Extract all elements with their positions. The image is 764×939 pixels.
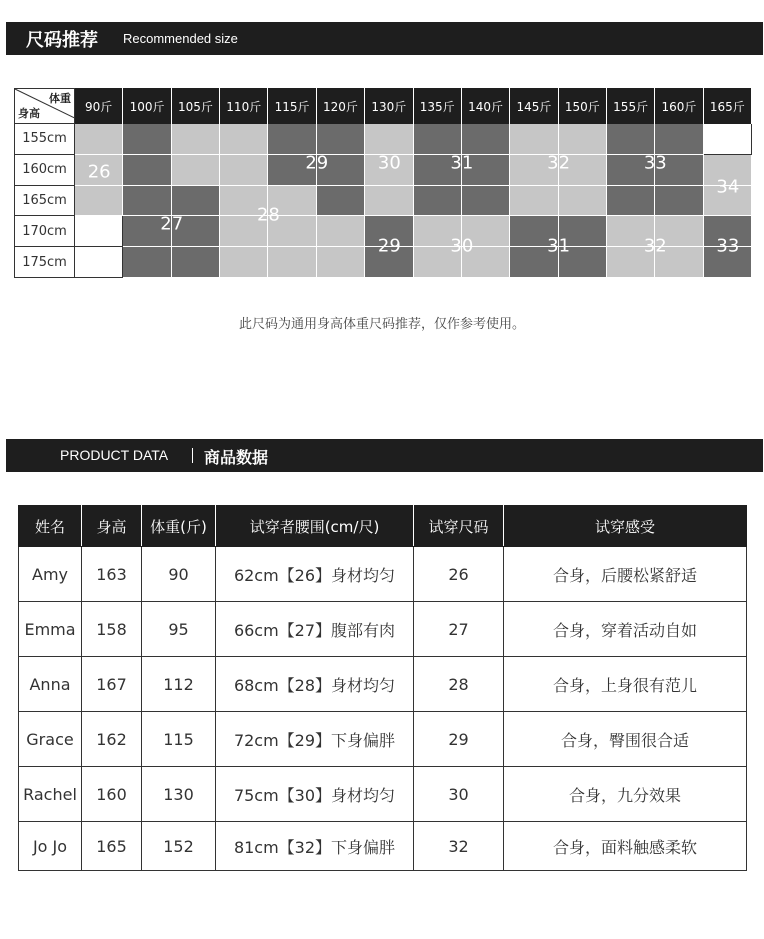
weight-header: 150斤 <box>559 88 607 124</box>
size-cell: 28 <box>414 657 504 712</box>
weight-cell: 90 <box>142 547 216 602</box>
feedback-cell: 合身，穿着活动自如 <box>504 602 747 657</box>
height-label: 170cm <box>14 216 75 247</box>
name-cell: Grace <box>19 712 82 767</box>
section-title-cn: 尺码推荐 <box>26 30 98 51</box>
weight-header: 135斤 <box>414 88 462 124</box>
size-cell <box>75 247 123 278</box>
size-cell <box>462 186 510 217</box>
size-number-label: 32 <box>547 152 571 173</box>
section-title-en: PRODUCT DATA <box>60 447 169 463</box>
weight-header: 160斤 <box>655 88 703 124</box>
size-cell <box>75 124 123 155</box>
section-title-cn: 商品数据 <box>204 448 269 467</box>
recommended-size-header-bar <box>6 22 763 55</box>
size-cell: 27 <box>414 602 504 657</box>
size-cell <box>365 186 413 217</box>
feedback-cell: 合身，臀围很合适 <box>504 712 747 767</box>
size-cell <box>317 216 365 247</box>
table-row <box>19 547 747 602</box>
size-cell <box>510 186 558 217</box>
waist-cell: 62cm【26】身材均匀 <box>216 547 414 602</box>
size-cell <box>365 124 413 155</box>
size-recommendation-chart <box>14 88 752 278</box>
height-label: 155cm <box>14 124 75 155</box>
size-cell <box>172 124 220 155</box>
size-cell <box>123 247 171 278</box>
table-row <box>19 822 747 871</box>
size-number-label: 26 <box>87 161 111 183</box>
size-number-label: 28 <box>256 204 280 226</box>
name-cell: Rachel <box>19 767 82 822</box>
feedback-cell: 合身，后腰松紧舒适 <box>504 547 747 602</box>
column-header: 姓名 <box>19 506 82 547</box>
size-cell <box>317 124 365 155</box>
size-chart-note: 此尺码为通用身高体重尺码推荐，仅作参考使用。 <box>238 317 525 332</box>
size-cell <box>559 124 607 155</box>
weight-header: 100斤 <box>123 88 171 124</box>
weight-cell: 152 <box>142 822 216 871</box>
waist-cell: 81cm【32】下身偏胖 <box>216 822 414 871</box>
size-cell <box>559 186 607 217</box>
feedback-cell: 合身，九分效果 <box>504 767 747 822</box>
size-cell <box>75 186 123 217</box>
height-cell: 167 <box>82 657 142 712</box>
size-cell <box>123 155 171 186</box>
height-label: 175cm <box>14 247 75 278</box>
height-cell: 165 <box>82 822 142 871</box>
column-header: 试穿感受 <box>504 506 747 547</box>
size-cell <box>655 124 703 155</box>
waist-cell: 68cm【28】身材均匀 <box>216 657 414 712</box>
weight-cell: 95 <box>142 602 216 657</box>
height-cell: 160 <box>82 767 142 822</box>
size-number-label: 32 <box>643 235 667 257</box>
size-cell <box>172 247 220 278</box>
waist-cell: 72cm【29】下身偏胖 <box>216 712 414 767</box>
size-cell <box>75 216 123 247</box>
waist-cell: 75cm【30】身材均匀 <box>216 767 414 822</box>
size-cell <box>172 186 220 217</box>
weight-header: 140斤 <box>462 88 510 124</box>
size-cell <box>123 124 171 155</box>
size-number-label: 33 <box>643 152 667 173</box>
size-number-label: 34 <box>716 176 740 198</box>
title-separator <box>192 448 193 463</box>
size-cell <box>268 247 316 278</box>
name-cell: Emma <box>19 602 82 657</box>
size-cell: 30 <box>414 767 504 822</box>
table-row <box>19 657 747 712</box>
weight-header: 115斤 <box>268 88 316 124</box>
weight-header: 155斤 <box>607 88 655 124</box>
size-cell <box>704 124 752 155</box>
size-cell <box>655 186 703 217</box>
size-number-label: 30 <box>377 152 401 173</box>
size-number-label: 33 <box>716 235 740 257</box>
column-header: 试穿尺码 <box>414 506 504 547</box>
size-cell <box>414 186 462 217</box>
corner-height-label: 身高 <box>18 107 40 120</box>
product-data-header-bar <box>6 439 763 472</box>
weight-header: 120斤 <box>317 88 365 124</box>
weight-header: 145斤 <box>510 88 558 124</box>
size-cell <box>268 124 316 155</box>
size-cell <box>123 186 171 217</box>
height-label: 165cm <box>14 186 75 217</box>
weight-header: 105斤 <box>172 88 220 124</box>
feedback-cell: 合身，面料触感柔软 <box>504 822 747 871</box>
size-cell <box>220 124 268 155</box>
weight-cell: 130 <box>142 767 216 822</box>
size-cell <box>414 124 462 155</box>
size-number-label: 30 <box>450 235 474 257</box>
size-cell <box>317 247 365 278</box>
weight-header: 165斤 <box>704 88 752 124</box>
corner-weight-label: 体重 <box>49 92 71 105</box>
size-cell <box>220 247 268 278</box>
weight-cell: 115 <box>142 712 216 767</box>
product-data-table <box>18 505 747 871</box>
table-row <box>19 712 747 767</box>
table-row <box>19 602 747 657</box>
height-cell: 163 <box>82 547 142 602</box>
weight-cell: 112 <box>142 657 216 712</box>
size-cell: 29 <box>414 712 504 767</box>
size-cell <box>462 124 510 155</box>
size-cell <box>172 155 220 186</box>
column-header: 试穿者腰围(cm/尺) <box>216 506 414 547</box>
size-cell <box>607 186 655 217</box>
height-cell: 158 <box>82 602 142 657</box>
waist-cell: 66cm【27】腹部有肉 <box>216 602 414 657</box>
column-header: 身高 <box>82 506 142 547</box>
weight-header: 90斤 <box>75 88 123 124</box>
size-cell <box>317 186 365 217</box>
height-label: 160cm <box>14 155 75 186</box>
size-cell: 26 <box>414 547 504 602</box>
size-number-label: 27 <box>160 213 184 235</box>
size-cell <box>220 155 268 186</box>
size-cell <box>510 124 558 155</box>
size-number-label: 29 <box>305 152 329 173</box>
weight-header: 130斤 <box>365 88 413 124</box>
size-number-label: 31 <box>547 235 571 257</box>
name-cell: Jo Jo <box>19 822 82 871</box>
column-header: 体重(斤) <box>142 506 216 547</box>
weight-header: 110斤 <box>220 88 268 124</box>
corner-header <box>14 88 75 124</box>
table-header-row <box>19 506 747 547</box>
name-cell: Anna <box>19 657 82 712</box>
size-cell <box>607 124 655 155</box>
table-row <box>19 767 747 822</box>
size-number-label: 31 <box>450 152 474 173</box>
feedback-cell: 合身，上身很有范儿 <box>504 657 747 712</box>
height-cell: 162 <box>82 712 142 767</box>
section-title-en: Recommended size <box>123 31 238 46</box>
size-cell: 32 <box>414 822 504 871</box>
size-number-label: 29 <box>377 235 401 257</box>
name-cell: Amy <box>19 547 82 602</box>
